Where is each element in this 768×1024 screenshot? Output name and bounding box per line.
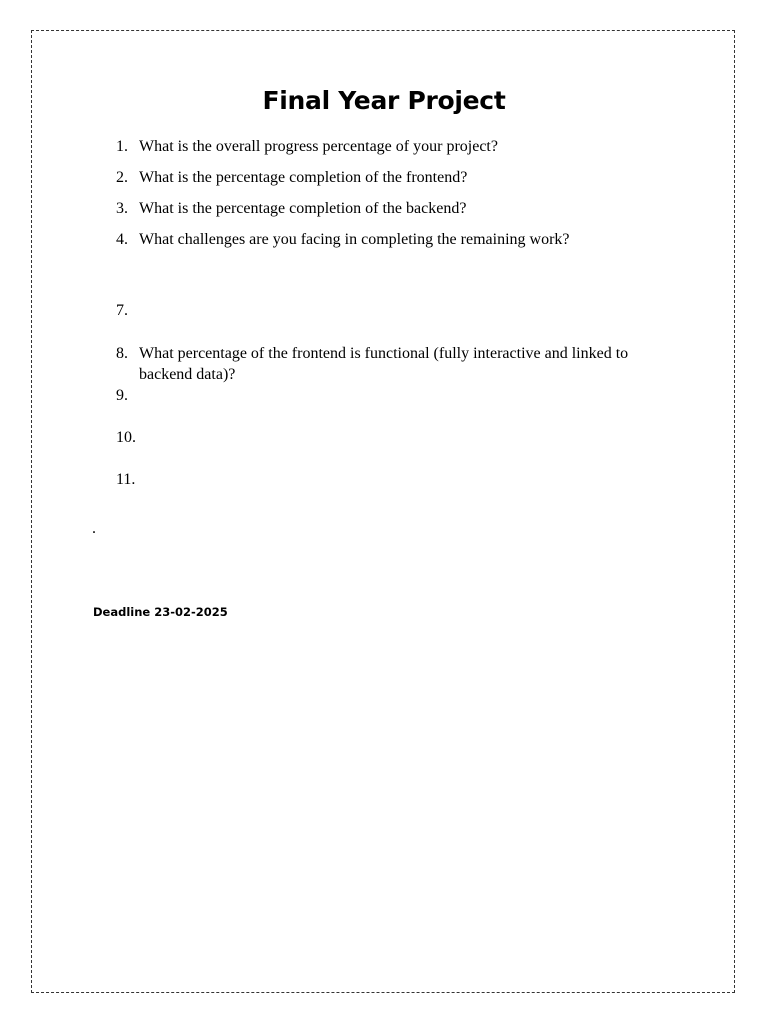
deadline-text: Deadline 23-02-2025 [93, 605, 228, 619]
question-text: What challenges are you facing in completing the remaining work? [139, 231, 570, 248]
question-text: What percentage of the frontend is functional (fully interactive and linked to backend data)? [139, 345, 629, 383]
question-text: What is the percentage completion of the backend? [139, 200, 467, 217]
question-number: 3. [116, 200, 128, 217]
question-number: 9. [116, 387, 128, 404]
stray-period: . [92, 520, 96, 537]
document-title: Final Year Project [262, 86, 506, 115]
question-number: 11. [116, 471, 136, 488]
question-text: What is the percentage completion of the frontend? [139, 169, 468, 186]
question-number: 1. [116, 138, 128, 155]
question-number: 2. [116, 169, 128, 186]
question-number: 4. [116, 231, 128, 248]
question-number: 8. [116, 345, 128, 362]
question-text: What is the overall progress percentage of your project? [139, 138, 498, 155]
question-number: 10. [116, 429, 136, 446]
question-number: 7. [116, 302, 128, 319]
